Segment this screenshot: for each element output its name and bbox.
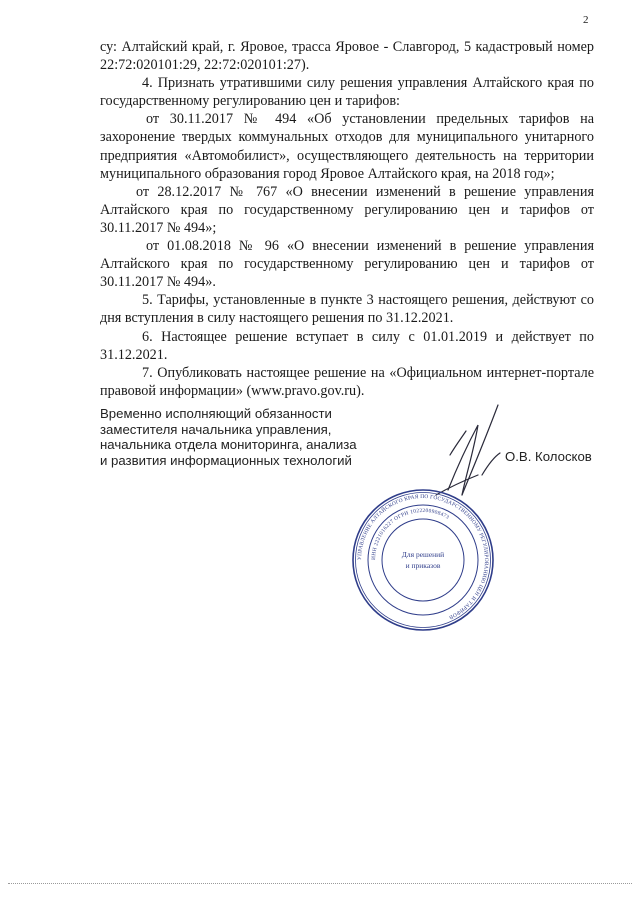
paragraph-decision-96: от 01.08.2018 № 96 «О внесении изменений в решение управления Алтайского края по государственному регулированию цен и тарифов от 30.11.2017 № 494». xyxy=(100,238,594,291)
document-body xyxy=(100,38,594,400)
paragraph-item-6: 6. Настоящее решение вступает в силу с 01.01.2019 и действует по 31.12.2021. xyxy=(100,328,594,363)
stamp-inner-ring-text: ИНН 2221016227 ОГРН 1022200908473 xyxy=(370,507,451,561)
paragraph-item-5: 5. Тарифы, установленные в пункте 3 настоящего решения, действуют со дня вступления в силу настоящего решения по 31.12.2021. xyxy=(100,292,594,327)
handwritten-signature xyxy=(436,405,500,495)
paragraph-decision-767: от 28.12.2017 № 767 «О внесении изменений в решение управления Алтайского края по государственному регулированию цен и тарифов от 30.11.2017 № 494»; xyxy=(100,183,594,236)
page-number: 2 xyxy=(583,14,589,26)
signatory-position-line: Временно исполняющий обязанности xyxy=(100,406,332,421)
signature-and-stamp xyxy=(338,395,508,755)
stamp-center-line-1: Для решений xyxy=(401,550,445,559)
paragraph-address-continuation: су: Алтайский край, г. Яровое, трасса Яровое - Славгород, 5 кадастровый номер 22:72:020101:29, 22:72:020101:27). xyxy=(100,39,594,74)
signatory-name: О.В. Колосков xyxy=(505,449,592,464)
paragraph-item-4: 4. Признать утратившими силу решения управления Алтайского края по государственному регулированию цен и тарифов: xyxy=(100,75,594,110)
stamp-center-line-2: и приказов xyxy=(405,561,441,570)
signatory-position-line: заместителя начальника управления, xyxy=(100,421,332,437)
paragraph-decision-494: от 30.11.2017 № 494 «Об установлении предельных тарифов на захоронение твердых коммунальных отходов для муниципального унитарного предприятия «Автомобилист», осуществляющего деятельность на территории муниципального образования город Яровое Алтайского края, на 2018 год»; xyxy=(100,111,594,182)
signatory-position xyxy=(100,406,370,468)
paragraph-item-7: 7. Опубликовать настоящее решение на «Официальном интернет-портале правовой информации» (www.pravo.gov.ru). xyxy=(100,364,594,399)
stamp-outer-ring-text: УПРАВЛЕНИЕ АЛТАЙСКОГО КРАЯ ПО ГОСУДАРСТВЕННОМУ РЕГУЛИРОВАНИЮ ЦЕН И ТАРИФОВ xyxy=(356,493,490,621)
signatory-position-line: и развития информационных технологий xyxy=(100,452,352,468)
signatory-position-line: начальника отдела мониторинга, анализа xyxy=(100,437,357,452)
page-bottom-divider xyxy=(8,883,632,884)
